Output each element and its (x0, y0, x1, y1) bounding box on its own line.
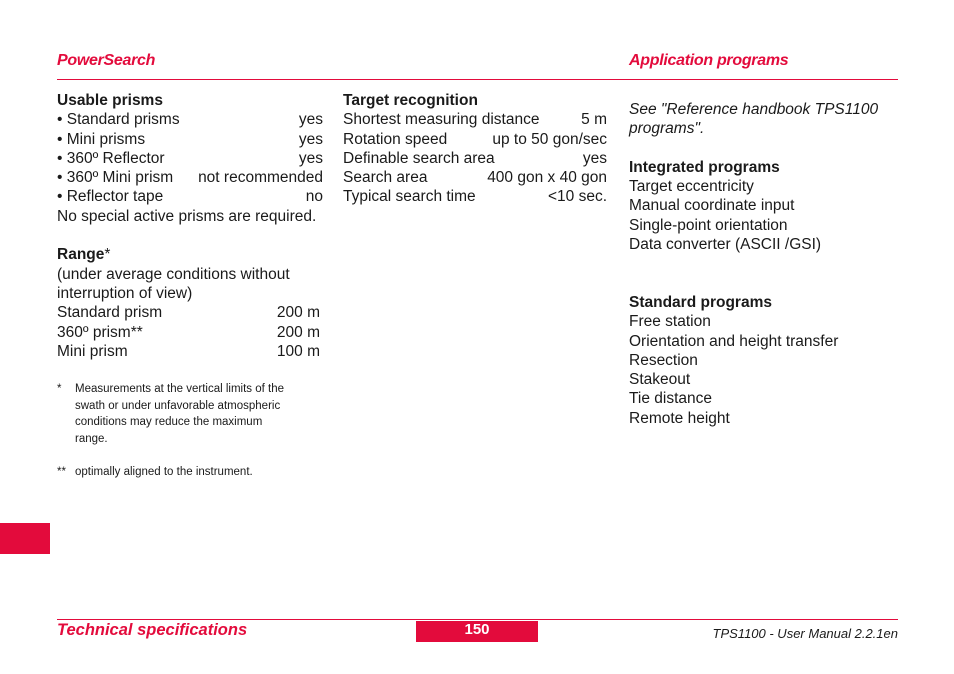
program-item: Resection (629, 351, 698, 369)
column-powersearch (57, 91, 323, 481)
chapter-tab-marker (0, 523, 50, 554)
spec-label: • 360º Reflector (57, 149, 165, 167)
spec-label: Standard prism (57, 304, 163, 322)
range-heading-line (57, 245, 323, 264)
spec-label: • Standard prisms (57, 111, 180, 129)
spec-row (343, 168, 607, 187)
program-item: Manual coordinate input (629, 197, 795, 215)
spec-value: 400 gon x 40 gon (487, 169, 607, 187)
spec-value: yes (298, 149, 323, 167)
footnote-line: range. (75, 432, 108, 445)
range-table (57, 303, 320, 361)
spec-value: not recommended (198, 169, 323, 187)
spec-label: Rotation speed (343, 130, 448, 148)
usable-prisms-note: No special active prisms are required. (57, 207, 317, 225)
page-number: 150 (416, 621, 538, 642)
spec-row (57, 342, 320, 361)
section-header-left: PowerSearch (57, 52, 156, 69)
range-heading: Range (57, 246, 105, 264)
spec-row (57, 110, 323, 129)
spec-value: yes (298, 130, 323, 148)
program-item: Orientation and height transfer (629, 332, 839, 350)
spec-row (343, 110, 607, 129)
spec-row (57, 187, 323, 206)
range-condition-line: (under average conditions without (57, 265, 290, 283)
spec-row (343, 149, 607, 168)
integrated-programs-heading: Integrated programs (629, 158, 780, 176)
footer-rule (57, 619, 898, 620)
program-item: Tie distance (629, 390, 712, 408)
spec-row (57, 130, 323, 149)
footnote (57, 381, 323, 447)
spec-value: yes (582, 149, 607, 167)
footnote-line: swath or under unfavorable atmospheric (75, 399, 281, 412)
spec-row (57, 168, 323, 187)
footer-section-title: Technical specifications (57, 621, 248, 639)
column-target-recognition (343, 91, 607, 207)
spec-value: yes (298, 111, 323, 129)
spec-row (343, 187, 607, 206)
program-item: Free station (629, 313, 711, 331)
spec-label: • Mini prisms (57, 130, 146, 148)
column-application-programs (629, 100, 899, 428)
spec-label: Search area (343, 169, 428, 187)
program-item: Remote height (629, 409, 730, 427)
footnote (57, 464, 323, 481)
range-footnote-mark: * (104, 246, 111, 264)
reference-note-line: programs". (629, 120, 705, 138)
reference-note-line: See "Reference handbook TPS1100 (629, 101, 879, 118)
range-condition-line: interruption of view) (57, 284, 193, 302)
spec-value: 200 m (276, 323, 320, 341)
program-item: Stakeout (629, 371, 691, 389)
footer-manual-name: TPS1100 - User Manual 2.2.1en (712, 626, 898, 641)
spec-label: Typical search time (343, 188, 476, 206)
spec-row (57, 323, 320, 342)
program-item: Single-point orientation (629, 216, 788, 234)
spec-value: up to 50 gon/sec (492, 130, 607, 148)
program-item: Data converter (ASCII /GSI) (629, 236, 822, 254)
footnote-line: Measurements at the vertical limits of the (75, 383, 284, 396)
section-header-right: Application programs (629, 52, 789, 69)
footnote-line: optimally aligned to the instrument. (75, 466, 253, 479)
spec-value: <10 sec. (547, 188, 607, 206)
program-item: Target eccentricity (629, 178, 754, 196)
spec-label: • Reflector tape (57, 188, 164, 206)
footnote-mark: * (57, 383, 62, 396)
spec-row (57, 149, 323, 168)
spec-value: 100 m (276, 342, 320, 360)
spec-value: no (305, 188, 323, 206)
header-rule (57, 79, 898, 80)
spec-row (343, 130, 607, 149)
target-recognition-heading: Target recognition (343, 92, 478, 109)
spec-label: Shortest measuring distance (343, 111, 540, 129)
spec-value: 200 m (276, 304, 320, 322)
spec-label: • 360º Mini prism (57, 169, 174, 187)
spec-label: Definable search area (343, 149, 495, 167)
footnote-line: conditions may reduce the maximum (75, 416, 263, 429)
spec-row (57, 303, 320, 322)
spec-value: 5 m (581, 111, 607, 129)
spec-label: 360º prism** (57, 323, 143, 341)
spec-label: Mini prism (57, 342, 128, 360)
footnote-mark: ** (57, 466, 66, 479)
standard-programs-heading: Standard programs (629, 293, 772, 311)
usable-prisms-heading: Usable prisms (57, 92, 163, 109)
